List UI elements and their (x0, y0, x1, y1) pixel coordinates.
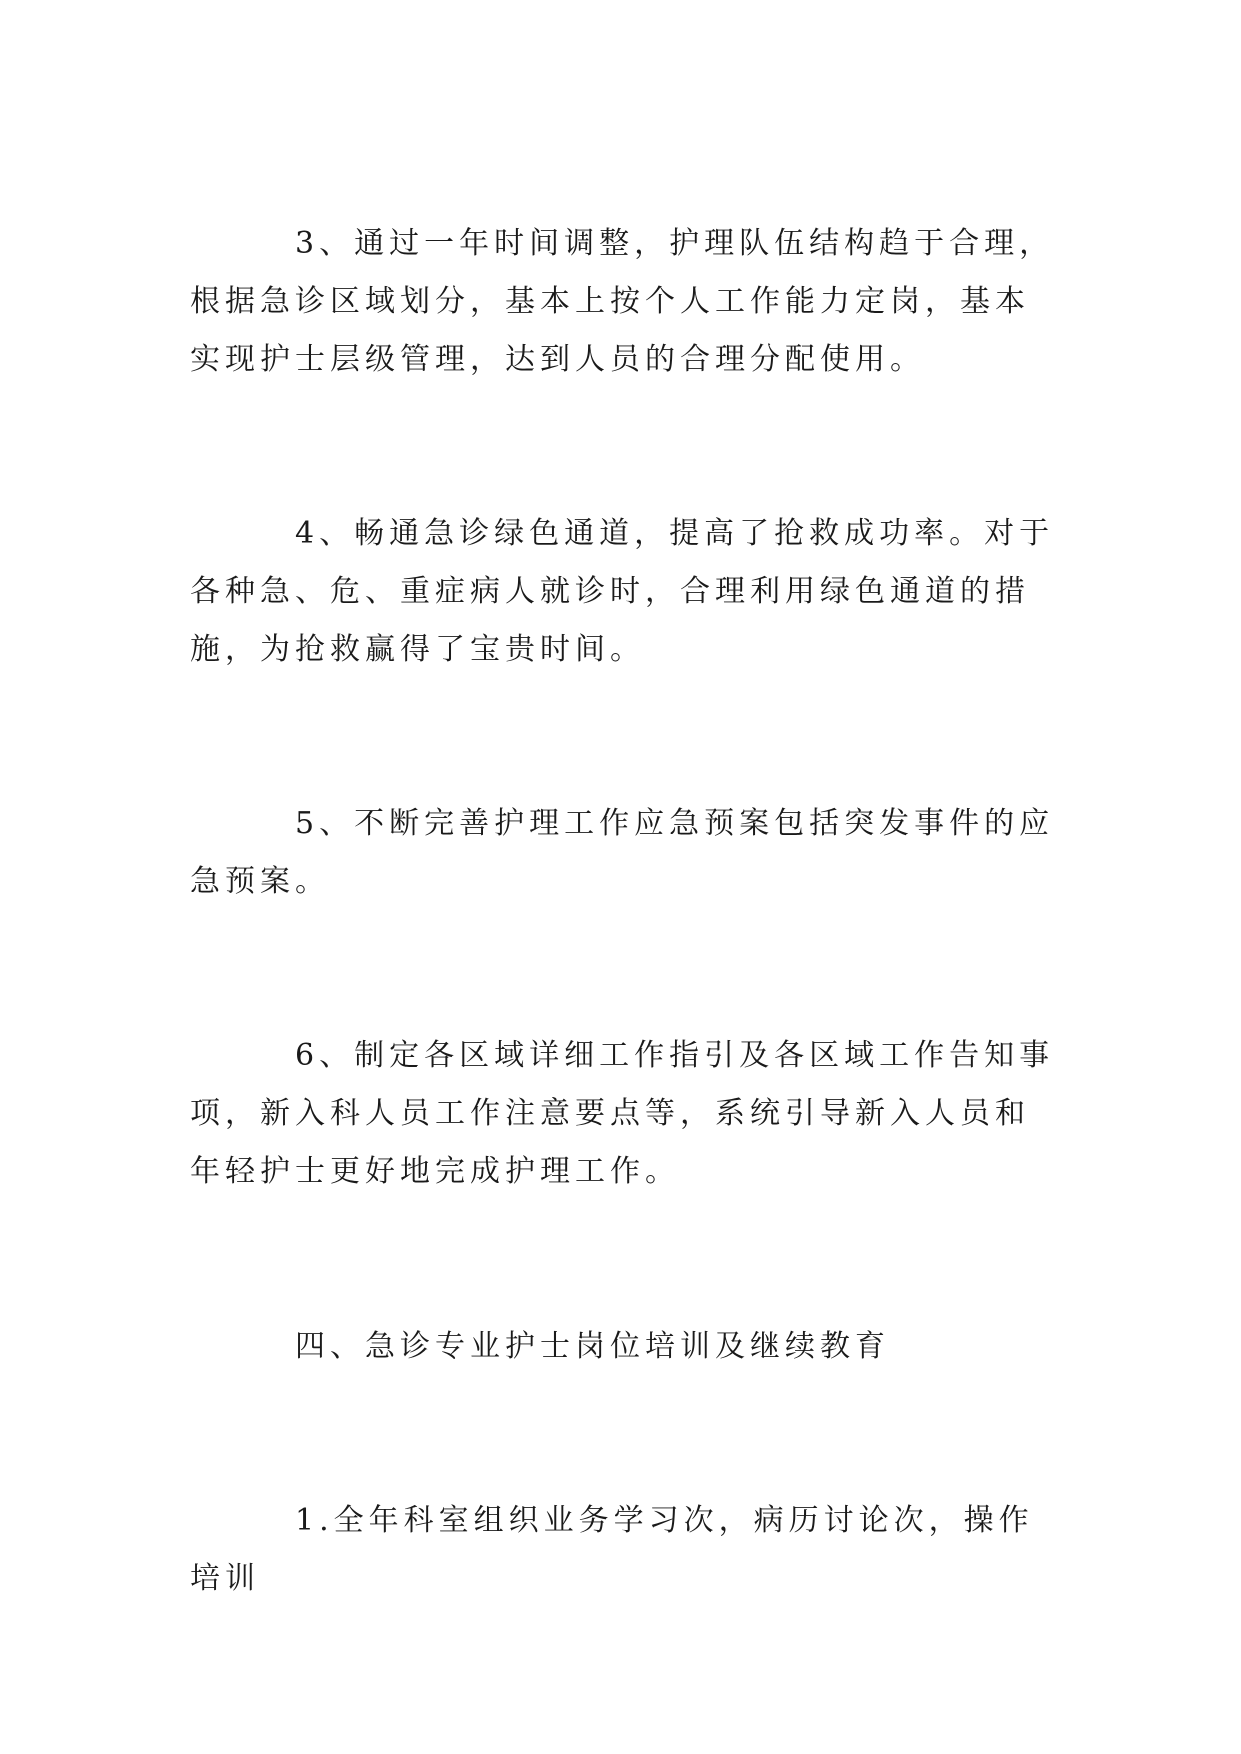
paragraph-item-4: 4、畅通急诊绿色通道，提高了抢救成功率。对于各种急、危、重症病人就诊时，合理利用绿色通道的措施，为抢救赢得了宝贵时间。 (190, 516, 1055, 667)
paragraph-item-6: 6、制定各区域详细工作指引及各区域工作告知事项，新入科人员工作注意要点等，系统引导新入人员和年轻护士更好地完成护理工作。 (190, 1038, 1055, 1189)
paragraph-training-1: 1.全年科室组织业务学习次，病历讨论次，操作培训 (190, 1503, 1034, 1596)
section-heading: 四、急诊专业护士岗位培训及继续教育 (295, 1329, 890, 1364)
paragraph-item-5: 5、不断完善护理工作应急预案包括突发事件的应急预案。 (190, 806, 1055, 899)
paragraph-item-3: 3、通过一年时间调整，护理队伍结构趋于合理，根据急诊区域划分，基本上按个人工作能力定岗，基本实现护士层级管理，达到人员的合理分配使用。 (190, 226, 1055, 377)
